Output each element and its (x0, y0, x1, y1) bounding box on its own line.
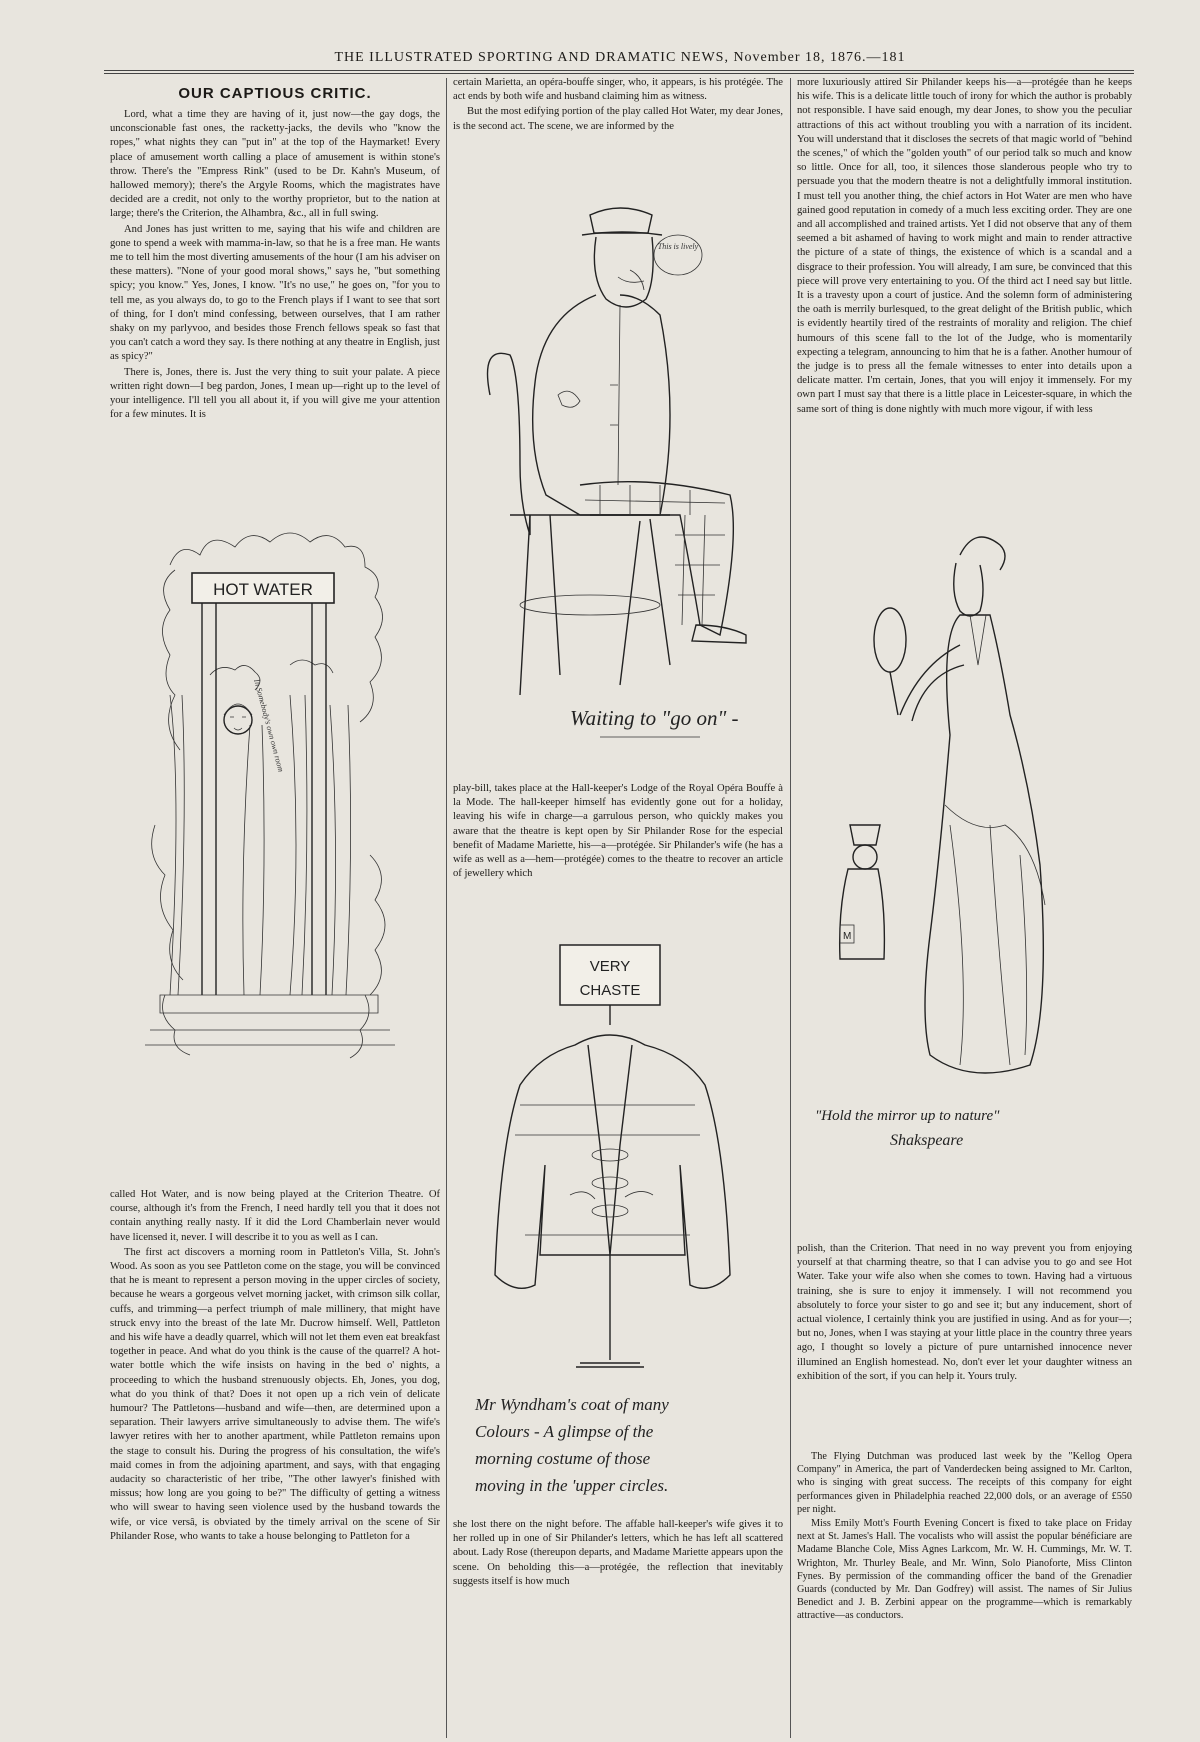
hot-water-illustration (150, 525, 400, 1105)
column-2-bottom (453, 1518, 783, 1618)
coat-caption-line-3: morning costume of those (475, 1449, 651, 1468)
chair (488, 353, 531, 535)
waiting-caption: Waiting to "go on" - (570, 706, 739, 730)
sign-line-1: VERY (589, 958, 631, 975)
column-1-top (110, 108, 440, 496)
mirror-illustration (815, 525, 1120, 1195)
hat (590, 208, 652, 233)
coat-caption (474, 1395, 669, 1495)
steam-clouds (152, 533, 385, 1058)
paragraph: polish, than the Criterion. That need in no way prevent you from enjoying yourself at that charming theatre, so that I can advise you to go and see Hot Water. Take your wife also when she comes to town. Having had a virtuous training, she is sure to enjoy it immensely. I will not recommend you absolutely to force your sister to go and see it; but any inducement, short of actual violence, I certainly think you are justified in using. And as for your—; but no, Jones, when I was staying at your little place in the country three years ago, I thought so lovely a picture of pure untarnished innocence never illumined an English homestead. No, don't ever let your daughter witness an exhibition of the sort, if you can help it. Yours truly. (797, 1243, 1132, 1382)
column-2-top (453, 76, 783, 150)
coat (495, 1035, 730, 1288)
paragraph: The first act discovers a morning room in Pattleton's Villa, St. John's Wood. As soon as you see Pattleton come on the stage, you will be convinced that he is meant to represent a person moving in the upper circles of society, because he wears a gorgeous velvet morning jacket, with crimson silk collar, cuffs, and trimming—a perfect triumph of male millinery, that might have struck envy into the breast of the late Mr. Ducrow himself. Well, Pattleton and his wife have a deadly quarrel, which will not let them even eat breakfast together in peace. And what do you think is the cause of the quarrel? A hot-water bottle which the wife insists on having in the bed o' nights, a proceeding to which the husband strenuously objects. Eh, Jones, you dog, what do you think of that? Does it not open up a rich vein of delicate humour? The Pattletons—husband and wife—then, are determined upon a separation. Their lawyers arrive simultaneously to advise them. The wife's lawyer retires with her to another apartment, while Pattleton remains upon the stage to consult his. During the progress of his consultation, the wife's maid comes in from the adjoining apartment, and says, with that engaging audacity so characteristic of her tribe, "The other lawyer's finished with missus; how long are you going to be?" The difficulty of getting a witness who will swear to having seen violence used by the husband towards the wife, or vice versâ, is obviated by the timely arrival on the scene of Sir Philander Rose, who wants to take a house belonging to Pattleton for a (110, 1246, 440, 1542)
speech-bubble (654, 235, 702, 275)
boy-tag: M (843, 931, 852, 942)
sign-line-2: CHASTE (579, 982, 641, 999)
column-3-notes (797, 1450, 1132, 1715)
coat-caption-line-4: moving in the 'upper circles. (475, 1476, 669, 1495)
waiting-illustration (470, 185, 770, 755)
paragraph: play-bill, takes place at the Hall-keeper's Lodge of the Royal Opéra Bouffe à la Mode. The hall-keeper himself has evidently gone out for a holiday, leaving his wife in charge—a garrulous person, who quickly makes you aware that the theatre is kept open by Sir Philander Rose for the especial benefit of Madame Mariette, his—a—protégée. Sir Philander's wife (he has a wife as well as a—hem—protégée) comes to the theatre to recover an article of jewellery which (453, 783, 783, 880)
top-rule (104, 70, 1134, 71)
article-title: OUR CAPTIOUS CRITIC. (178, 85, 372, 102)
mirror-caption-line-1: "Hold the mirror up to nature" (815, 1108, 1000, 1124)
top-rule-2 (104, 73, 1134, 74)
bonnet (960, 537, 1005, 570)
coat-caption-line-1: Mr Wyndham's coat of many (475, 1395, 669, 1414)
hand-mirror (874, 608, 906, 672)
paragraph: called Hot Water, and is now being played at the Criterion Theatre. Of course, although it's from the French, I need hardly tell you that it does not contain anything really nasty. If it did the Lord Chamberlain never would have licensed it, never. I will describe it to you as well as I can. (110, 1189, 440, 1243)
column-2-middle (453, 782, 783, 902)
paragraph: more luxuriously attired Sir Philander keeps his—a—protégée than he keeps his wife. This is a delicate little touch of irony for which the author is probably not responsible. I have said enough, my dear Jones, to show you the peculiar attractions of this act without troubling you with a narration of its incident. You will understand that it discloses the secrets of that magic world of "behind the scenes," of which the "golden youth" of our period talk so much and know so little. Once for all, too, it silences those slanderous people who try to persuade you that the modern theatre is not a delightfully immoral institution. I must tell you another thing, the chief actors in Hot Water are men who have gained good reputation in comedy of a much less exciting order. They are one and all accomplished and trained artists. Yet I did not observe that any of them seemed a bit ashamed of having to work might and main to render attractive the picture of a state of things, the existence of which is a scandal and a disgrace to their profession. You will already, I am sure, be convinced that this piece will prove very entertaining to you. Of the third act I need say but little. It is a travesty upon a court of justice. And the solemn form of administering the oath is merrily burlesqued, to the great delight of the British public, which is evidently heartily tired of the restraints of morality and religion. The chief humours of this scene fall to the lot of the Judge, who is momentarily expecting a telegram, announcing to him that he is a father. Another humour of the judge is to press all the female witnesses to enter into details upon a delicate matter. I'm certain, Jones, that you will enjoy it immensely. For my own part I must say that there is a little place in Leicester-square, in which the same sort of thing is done nightly with much more vigour, if with less (797, 77, 1132, 415)
column-3-top (797, 76, 1132, 496)
column-rule-1 (446, 78, 447, 1738)
paragraph: Lord, what a time they are having of it, just now—the gay dogs, the unconscionable fast ones, the racketty-jacks, the devils who "know the ropes," what nights they can "put in" at the top of the Haymarket! Every place of amusement worth calling a place of amusement is within stone's throw. There's the "Empress Rink" (used to be Dr. Kahn's Museum, of hallowed memory); there's the Argyle Rooms, which the magistrates have decided are a credit, not only to the worthy proprietor, but to the nation at large; there's the Criterion, the Alhambra, &c., all in full swing. (110, 109, 440, 220)
paragraph: And Jones has just written to me, saying that his wife and children are gone to spend a week with mamma-in-law, so that he is a free man. He wants me to tell him the most diverting amusements of the hour (I am his adviser on these matters). "None of your good moral shows," says he, "but something spicy; you know." Yes, Jones, I know. "It's no use," he goes on, "for you to tell me, as you always do, to go to the French plays if I want to see that sort of thing, for I don't mind confessing, between ourselves, that I am rather shaky on my parlyvoo, and besides those French fellows speak so fast that you can't catch a word they say. Is there nothing at any theatre in English, just as spicy?" (110, 223, 440, 363)
running-head: THE ILLUSTRATED SPORTING AND DRAMATIC NEWS, November 18, 1876.—181 (334, 50, 906, 65)
column-1-bottom (110, 1188, 440, 1713)
mirror-caption-line-2: Shakspeare (890, 1132, 964, 1149)
note-paragraph: The Flying Dutchman was produced last week by the "Kellog Opera Company" in America, the part of Vanderdecken being assigned to Mr. Carlton, who is singing with great success. The receipts of this company for eight performances given in Philadelphia reached 22,000 dols, or an average of £550 per night. (797, 1451, 1132, 1515)
column-3-middle (797, 1242, 1132, 1432)
trousers (580, 482, 733, 635)
column-rule-2 (790, 78, 791, 1738)
boy (840, 869, 885, 959)
paragraph: certain Marietta, an opéra-bouffe singer, who, it appears, is his protégée. The act ends by both wife and husband claiming him as witness. (453, 77, 783, 103)
bubble-text: This is lively (657, 242, 699, 251)
coat-illustration (475, 935, 770, 1505)
coat-stand (576, 1255, 644, 1367)
tiny-note: In Somebody's own own room (252, 678, 286, 773)
note-paragraph: Miss Emily Mott's Fourth Evening Concert is fixed to take place on Friday next at St. James's Hall. The vocalists who will assist the popular bénéficiare are Madame Blanche Cole, Miss Agnes Larkcom, Mr. W. H. Cummings, Mr. W. T. Wrighton, Mr. Thurley Beale, and Mr. Winn, Solo Pianoforte, Miss Clinton Fynes. By permission of the commanding officer the band of the Grenadier Guards (conducted by Mr. Dan Godfrey) will assist. The names of Sir Julius Benedict and J. B. Zerbini appear on the programme—which is remarkably attractive—as conductors. (797, 1518, 1132, 1622)
coat-caption-line-2: Colours - A glimpse of the (475, 1422, 654, 1441)
paragraph: There is, Jones, there is. Just the very thing to suit your palate. A piece written right down—I beg pardon, Jones, I mean up—right up to the level of your intelligence. I'll tell you all about it, if you will give me your attention for a few minutes. It is (110, 366, 440, 421)
paragraph: she lost there on the night before. The affable hall-keeper's wife gives it to her rolled up in one of Sir Philander's letters, which he has left all scattered about. Lady Rose (thereupon departs, and Madame Mariette appears upon the scene. On beholding this—a—protégée, the reflection that inevitably suggests itself is how much (453, 1519, 783, 1587)
boy-hat (850, 825, 880, 845)
dress (925, 615, 1043, 1073)
hot-water-sign-text: HOT WATER (213, 580, 313, 599)
curtain (145, 695, 395, 1045)
paragraph: But the most edifying portion of the play called Hot Water, my dear Jones, is the second act. The scene, we are informed by the (453, 106, 783, 132)
